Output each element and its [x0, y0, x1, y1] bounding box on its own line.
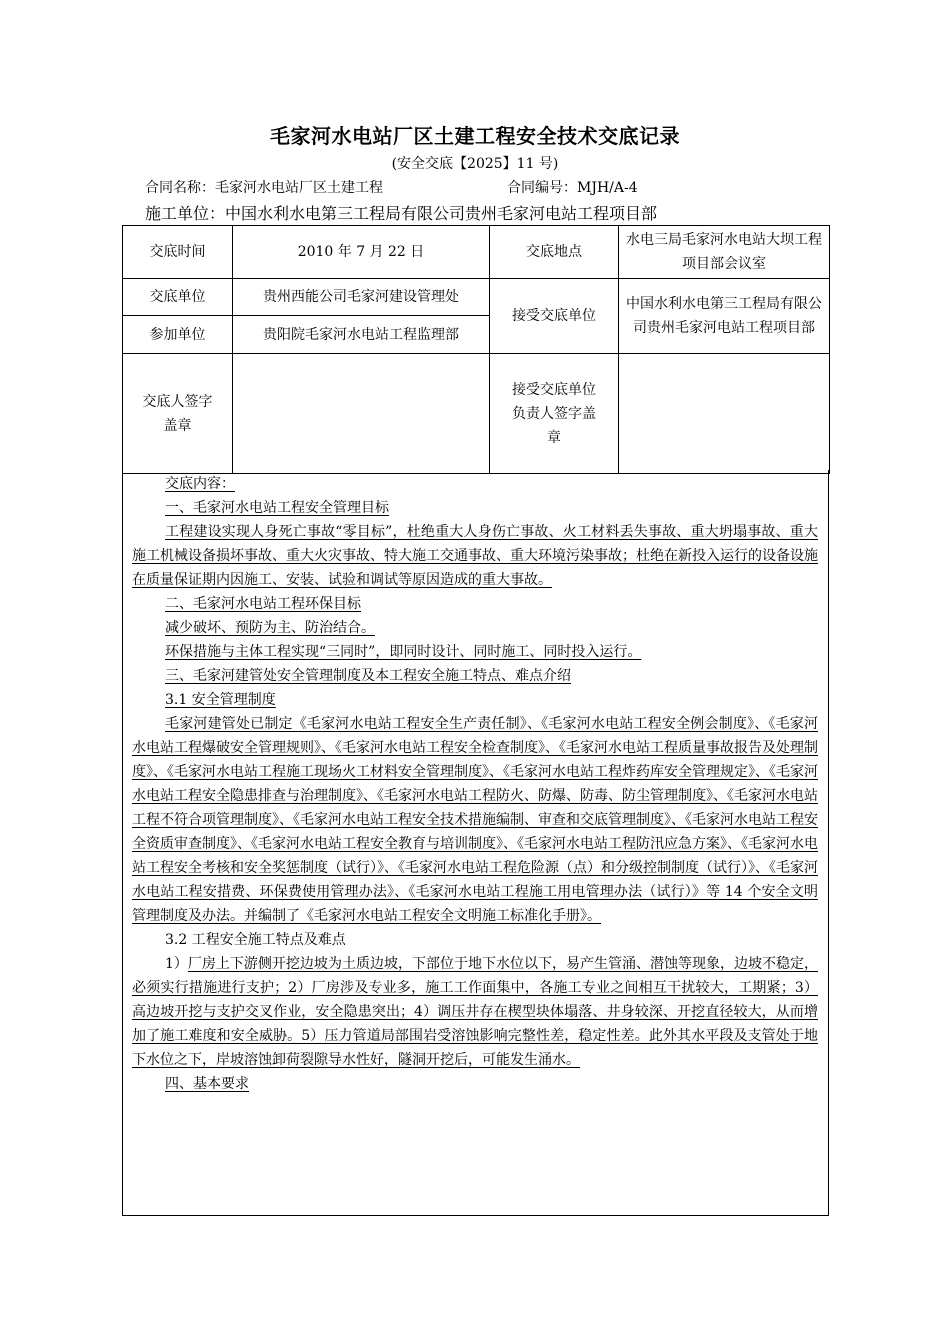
document-title: 毛家河水电站厂区土建工程安全技术交底记录 — [270, 124, 680, 148]
section-3-2-prefix: 1） — [165, 956, 188, 972]
disclosure-content — [122, 470, 829, 1216]
time-value: 2010 年 7 月 22 日 — [233, 226, 490, 279]
document-subtitle: (安全交底【2025】11 号) — [391, 156, 559, 172]
time-label: 交底时间 — [123, 226, 233, 279]
receiver-value: 中国水利水电第三工程局有限公司贵州毛家河电站工程项目部 — [619, 279, 830, 354]
section-3-2-title: 3.2 工程安全施工特点及难点 — [165, 932, 346, 948]
unit-label: 交底单位 — [123, 279, 233, 316]
receiver-label: 接受交底单位 — [490, 279, 619, 354]
section-1-body: 工程建设实现人身死亡事故“零目标”，杜绝重大人身伤亡事故、火工材料丢失事故、重大坍塌事故、重大施工机械设备损坏事故、重大火灾事故、特大施工交通事故、重大环境污染事故；杜绝在新投入运行的设备设施在质量保证期内因施工、安装、试验和调试等原因造成的重大事故。 — [132, 524, 818, 588]
section-1-title: 一、毛家河水电站工程安全管理目标 — [165, 500, 389, 516]
info-table — [122, 225, 830, 474]
section-3-2-item-rest: 厂房涉及专业多，施工工作面集中，各施工专业之间相互干扰较大，工期紧；3）高边坡开挖与支护交叉作业，安全隐患突出；4）调压井存在楔型块体塌落、井身较深、开挖直径较大，从而增加了施工难度和安全威胁。5）压力管道局部围岩受溶蚀影响完整性差，稳定性差。此外其水平段及支管处于地下水位之下，岸坡溶蚀卸荷裂隙导水性好，隧洞开挖后，可能发生涌水。 — [132, 980, 818, 1068]
content-heading: 交底内容： — [165, 476, 235, 492]
place-label: 交底地点 — [490, 226, 619, 279]
section-3-title: 三、毛家河建管处安全管理制度及本工程安全施工特点、难点介绍 — [165, 668, 571, 684]
signer-signature — [233, 354, 490, 474]
receiver-signer-label: 接受交底单位负责人签字盖章 — [490, 354, 619, 474]
place-value: 水电三局毛家河水电站大坝工程项目部会议室 — [619, 226, 830, 279]
contract-name: 合同名称：毛家河水电站厂区土建工程 — [145, 180, 383, 196]
section-2-line-2: 环保措施与主体工程实现“三同时”，即同时设计、同时施工、同时投入运行。 — [165, 644, 642, 660]
section-2-title: 二、毛家河水电站工程环保目标 — [165, 596, 361, 612]
section-3-1-body: 毛家河建管处已制定《毛家河水电站工程安全生产责任制》、《毛家河水电站工程安全例会制度》、《毛家河水电站工程爆破安全管理规则》、《毛家河水电站工程安全检查制度》、《毛家河水电站工程质量事故报告及处理制度》、《毛家河水电站工程施工现场火工材料安全管理制度》、《毛家河水电站工程炸药库安全管理规定》、《毛家河水电站工程安全隐患排查与治理制度》、《毛家河水电站工程防火、防爆、防毒、防尘管理制度》、《毛家河水电站工程不符合项管理制度》、《毛家河水电站工程安全技术措施编制、审查和交底管理制度》、《毛家河水电站工程安全资质审查制度》、《毛家河水电站工程安全教育与培训制度》、《毛家河水电站工程防汛应急方案》、《毛家河水电站工程安全考核和安全奖惩制度（试行）》、《毛家河水电站工程危险源（点）和分级控制制度（试行）》、《毛家河水电站工程安措费、环保费使用管理办法》、《毛家河水电站工程施工用电管理办法（试行）》等 14 个安全文明管理制度及办法。并编制了《毛家河水电站工程安全文明施工标准化手册》。 — [132, 716, 818, 924]
receiver-signature — [619, 354, 830, 474]
section-3-1-title: 3.1 安全管理制度 — [165, 692, 276, 708]
contract-number: 合同编号：MJH/A-4 — [507, 180, 638, 196]
section-2-line-1: 减少破坏、预防为主、防治结合。 — [165, 620, 375, 636]
unit-value: 贵州西能公司毛家河建设管理处 — [233, 279, 490, 316]
section-4-title: 四、基本要求 — [165, 1076, 249, 1092]
signer-label: 交底人签字盖章 — [123, 354, 233, 474]
section-3-2-item-1: 厂房上下游侧开挖边坡为土质边坡，下部位于地下水位以下，易产生管涌、潜蚀等现象，边坡不稳定，必须实行措施进行支护；2） — [132, 956, 818, 996]
construction-unit: 施工单位：中国水利水电第三工程局有限公司贵州毛家河电站工程项目部 — [145, 204, 658, 223]
participant-label: 参加单位 — [123, 316, 233, 354]
participant-value: 贵阳院毛家河水电站工程监理部 — [233, 316, 490, 354]
